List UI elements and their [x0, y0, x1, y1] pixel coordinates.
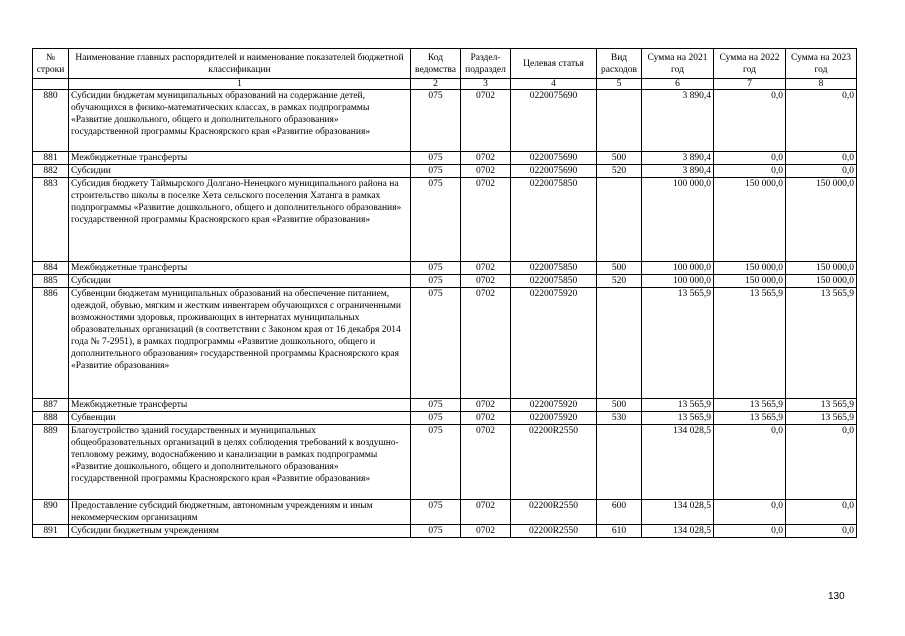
- row-sum-2023: 0,0: [786, 165, 857, 178]
- row-expense-type: [597, 178, 642, 262]
- row-expense-type: 500: [597, 152, 642, 165]
- header-sum-2022: Сумма на 2022 год: [714, 49, 786, 79]
- row-sum-2022: 0,0: [714, 525, 786, 538]
- row-sum-2021: 134 028,5: [642, 525, 714, 538]
- row-sum-2022: 0,0: [714, 152, 786, 165]
- row-sum-2021: 3 890,4: [642, 165, 714, 178]
- col-number: 7: [714, 79, 786, 90]
- row-section: 0702: [461, 412, 511, 425]
- table-row: [33, 165, 857, 178]
- row-sum-2021: 13 565,9: [642, 412, 714, 425]
- row-sum-2022: 0,0: [714, 90, 786, 152]
- row-sum-2021: 13 565,9: [642, 288, 714, 399]
- table-row: [33, 525, 857, 538]
- row-section: 0702: [461, 178, 511, 262]
- header-row: [33, 49, 857, 79]
- row-section: 0702: [461, 288, 511, 399]
- row-number: 885: [33, 275, 69, 288]
- row-sum-2023: 0,0: [786, 500, 857, 525]
- row-section: 0702: [461, 525, 511, 538]
- row-sum-2021: 100 000,0: [642, 262, 714, 275]
- row-sum-2023: 13 565,9: [786, 288, 857, 399]
- row-expense-type: [597, 288, 642, 399]
- row-target: 02200R2550: [511, 500, 597, 525]
- row-section: 0702: [461, 399, 511, 412]
- row-target: 0220075690: [511, 165, 597, 178]
- row-dept-code: 075: [411, 262, 461, 275]
- row-number: 888: [33, 412, 69, 425]
- row-sum-2023: 0,0: [786, 525, 857, 538]
- row-sum-2023: 0,0: [786, 425, 857, 500]
- row-dept-code: 075: [411, 165, 461, 178]
- row-expense-type: 600: [597, 500, 642, 525]
- row-sum-2023: 150 000,0: [786, 262, 857, 275]
- row-target: 0220075920: [511, 399, 597, 412]
- page-number: 130: [828, 591, 845, 602]
- row-name: Субсидии: [69, 275, 411, 288]
- row-section: 0702: [461, 425, 511, 500]
- table-row: [33, 425, 857, 500]
- row-number: 886: [33, 288, 69, 399]
- row-sum-2023: 150 000,0: [786, 178, 857, 262]
- row-name: Межбюджетные трансферты: [69, 262, 411, 275]
- row-target: 0220075920: [511, 412, 597, 425]
- row-section: 0702: [461, 262, 511, 275]
- row-number: 889: [33, 425, 69, 500]
- row-dept-code: 075: [411, 425, 461, 500]
- row-dept-code: 075: [411, 178, 461, 262]
- row-number: 890: [33, 500, 69, 525]
- row-number: 884: [33, 262, 69, 275]
- col-number: 6: [642, 79, 714, 90]
- table-row: [33, 275, 857, 288]
- row-sum-2022: 150 000,0: [714, 275, 786, 288]
- row-dept-code: 075: [411, 399, 461, 412]
- column-number-row: [33, 79, 857, 90]
- row-number: 883: [33, 178, 69, 262]
- table-row: [33, 500, 857, 525]
- col-number: 1: [69, 79, 411, 90]
- row-name: Межбюджетные трансферты: [69, 399, 411, 412]
- row-section: 0702: [461, 152, 511, 165]
- row-sum-2022: 0,0: [714, 425, 786, 500]
- row-name: Субсидия бюджету Таймырского Долгано-Ненецкого муниципального района на строительство школы в поселке Хета сельского поселения Хатанга в рамках подпрограммы «Развитие дошкольного, общего и дополнительного образования» государственной программы Красноярского края «Развитие образования»: [69, 178, 411, 262]
- row-dept-code: 075: [411, 525, 461, 538]
- row-sum-2023: 0,0: [786, 90, 857, 152]
- header-expense-type: Вид расходов: [597, 49, 642, 79]
- header-target: Целевая статья: [511, 49, 597, 79]
- row-expense-type: 520: [597, 275, 642, 288]
- row-sum-2023: 150 000,0: [786, 275, 857, 288]
- row-name: Субвенции: [69, 412, 411, 425]
- table-row: [33, 152, 857, 165]
- row-name: Субсидии бюджетам муниципальных образований на содержание детей, обучающихся в физико-математических классах, в рамках подпрограммы «Развитие дошкольного, общего и дополнительного образования» государственной программы Красноярского края «Развитие образования»: [69, 90, 411, 152]
- row-target: 02200R2550: [511, 525, 597, 538]
- row-sum-2023: 13 565,9: [786, 412, 857, 425]
- col-number: 2: [411, 79, 461, 90]
- row-dept-code: 075: [411, 152, 461, 165]
- row-sum-2022: 0,0: [714, 165, 786, 178]
- header-sum-2021: Сумма на 2021 год: [642, 49, 714, 79]
- row-sum-2022: 0,0: [714, 500, 786, 525]
- row-target: 0220075850: [511, 178, 597, 262]
- row-section: 0702: [461, 165, 511, 178]
- table-row: [33, 288, 857, 399]
- row-section: 0702: [461, 500, 511, 525]
- row-sum-2022: 13 565,9: [714, 399, 786, 412]
- row-expense-type: 500: [597, 262, 642, 275]
- table-row: [33, 178, 857, 262]
- row-number: 882: [33, 165, 69, 178]
- col-number: 8: [786, 79, 857, 90]
- row-expense-type: 530: [597, 412, 642, 425]
- row-name: Благоустройство зданий государственных и муниципальных общеобразовательных организаций в целях соблюдения требований к воздушно-тепловому режиму, водоснабжению и канализации в рамках подпрограммы «Развитие дошкольного, общего и дополнительного образования» государственной программы Красноярского края «Развитие образования»: [69, 425, 411, 500]
- row-target: 02200R2550: [511, 425, 597, 500]
- row-target: 0220075920: [511, 288, 597, 399]
- table-row: [33, 412, 857, 425]
- header-section: Раздел- подраздел: [461, 49, 511, 79]
- table-row: [33, 90, 857, 152]
- row-dept-code: 075: [411, 90, 461, 152]
- row-name: Субвенции бюджетам муниципальных образований на обеспечение питанием, одеждой, обувью, мягким и жестким инвентарем обучающихся с ограниченными возможностями здоровья, проживающих в интернатах муниципальных образовательных организаций (в соответствии с Законом края от 16 декабря 2014 года № 7-2951), в рамках подпрограммы «Развитие дошкольного, общего и дополнительного образования» государственной программы Красноярского края «Развитие образования»: [69, 288, 411, 399]
- row-target: 0220075690: [511, 90, 597, 152]
- row-target: 0220075850: [511, 275, 597, 288]
- row-sum-2021: 134 028,5: [642, 500, 714, 525]
- row-number: 891: [33, 525, 69, 538]
- row-name: Субсидии: [69, 165, 411, 178]
- row-section: 0702: [461, 90, 511, 152]
- row-expense-type: 610: [597, 525, 642, 538]
- col-number: [33, 79, 69, 90]
- row-sum-2022: 13 565,9: [714, 412, 786, 425]
- row-expense-type: [597, 90, 642, 152]
- row-expense-type: 500: [597, 399, 642, 412]
- row-expense-type: 520: [597, 165, 642, 178]
- table-row: [33, 399, 857, 412]
- row-number: 880: [33, 90, 69, 152]
- header-row-no: № строки: [33, 49, 69, 79]
- row-section: 0702: [461, 275, 511, 288]
- row-dept-code: 075: [411, 500, 461, 525]
- row-number: 887: [33, 399, 69, 412]
- row-dept-code: 075: [411, 275, 461, 288]
- row-target: 0220075850: [511, 262, 597, 275]
- row-sum-2023: 13 565,9: [786, 399, 857, 412]
- row-number: 881: [33, 152, 69, 165]
- row-dept-code: 075: [411, 288, 461, 399]
- col-number: 4: [511, 79, 597, 90]
- row-sum-2023: 0,0: [786, 152, 857, 165]
- row-sum-2021: 100 000,0: [642, 275, 714, 288]
- row-expense-type: [597, 425, 642, 500]
- row-sum-2021: 3 890,4: [642, 90, 714, 152]
- header-sum-2023: Сумма на 2023 год: [786, 49, 857, 79]
- row-sum-2021: 134 028,5: [642, 425, 714, 500]
- row-name: Предоставление субсидий бюджетным, автономным учреждениям и иным некоммерческим организациям: [69, 500, 411, 525]
- col-number: 3: [461, 79, 511, 90]
- row-sum-2022: 150 000,0: [714, 178, 786, 262]
- header-name: Наименование главных распорядителей и наименование показателей бюджетной классификации: [69, 49, 411, 79]
- table-row: [33, 262, 857, 275]
- row-sum-2021: 3 890,4: [642, 152, 714, 165]
- header-dept-code: Код ведомства: [411, 49, 461, 79]
- row-sum-2021: 100 000,0: [642, 178, 714, 262]
- row-sum-2022: 150 000,0: [714, 262, 786, 275]
- row-sum-2022: 13 565,9: [714, 288, 786, 399]
- row-name: Межбюджетные трансферты: [69, 152, 411, 165]
- col-number: 5: [597, 79, 642, 90]
- budget-table: [32, 48, 857, 538]
- row-sum-2021: 13 565,9: [642, 399, 714, 412]
- row-dept-code: 075: [411, 412, 461, 425]
- row-target: 0220075690: [511, 152, 597, 165]
- row-name: Субсидии бюджетным учреждениям: [69, 525, 411, 538]
